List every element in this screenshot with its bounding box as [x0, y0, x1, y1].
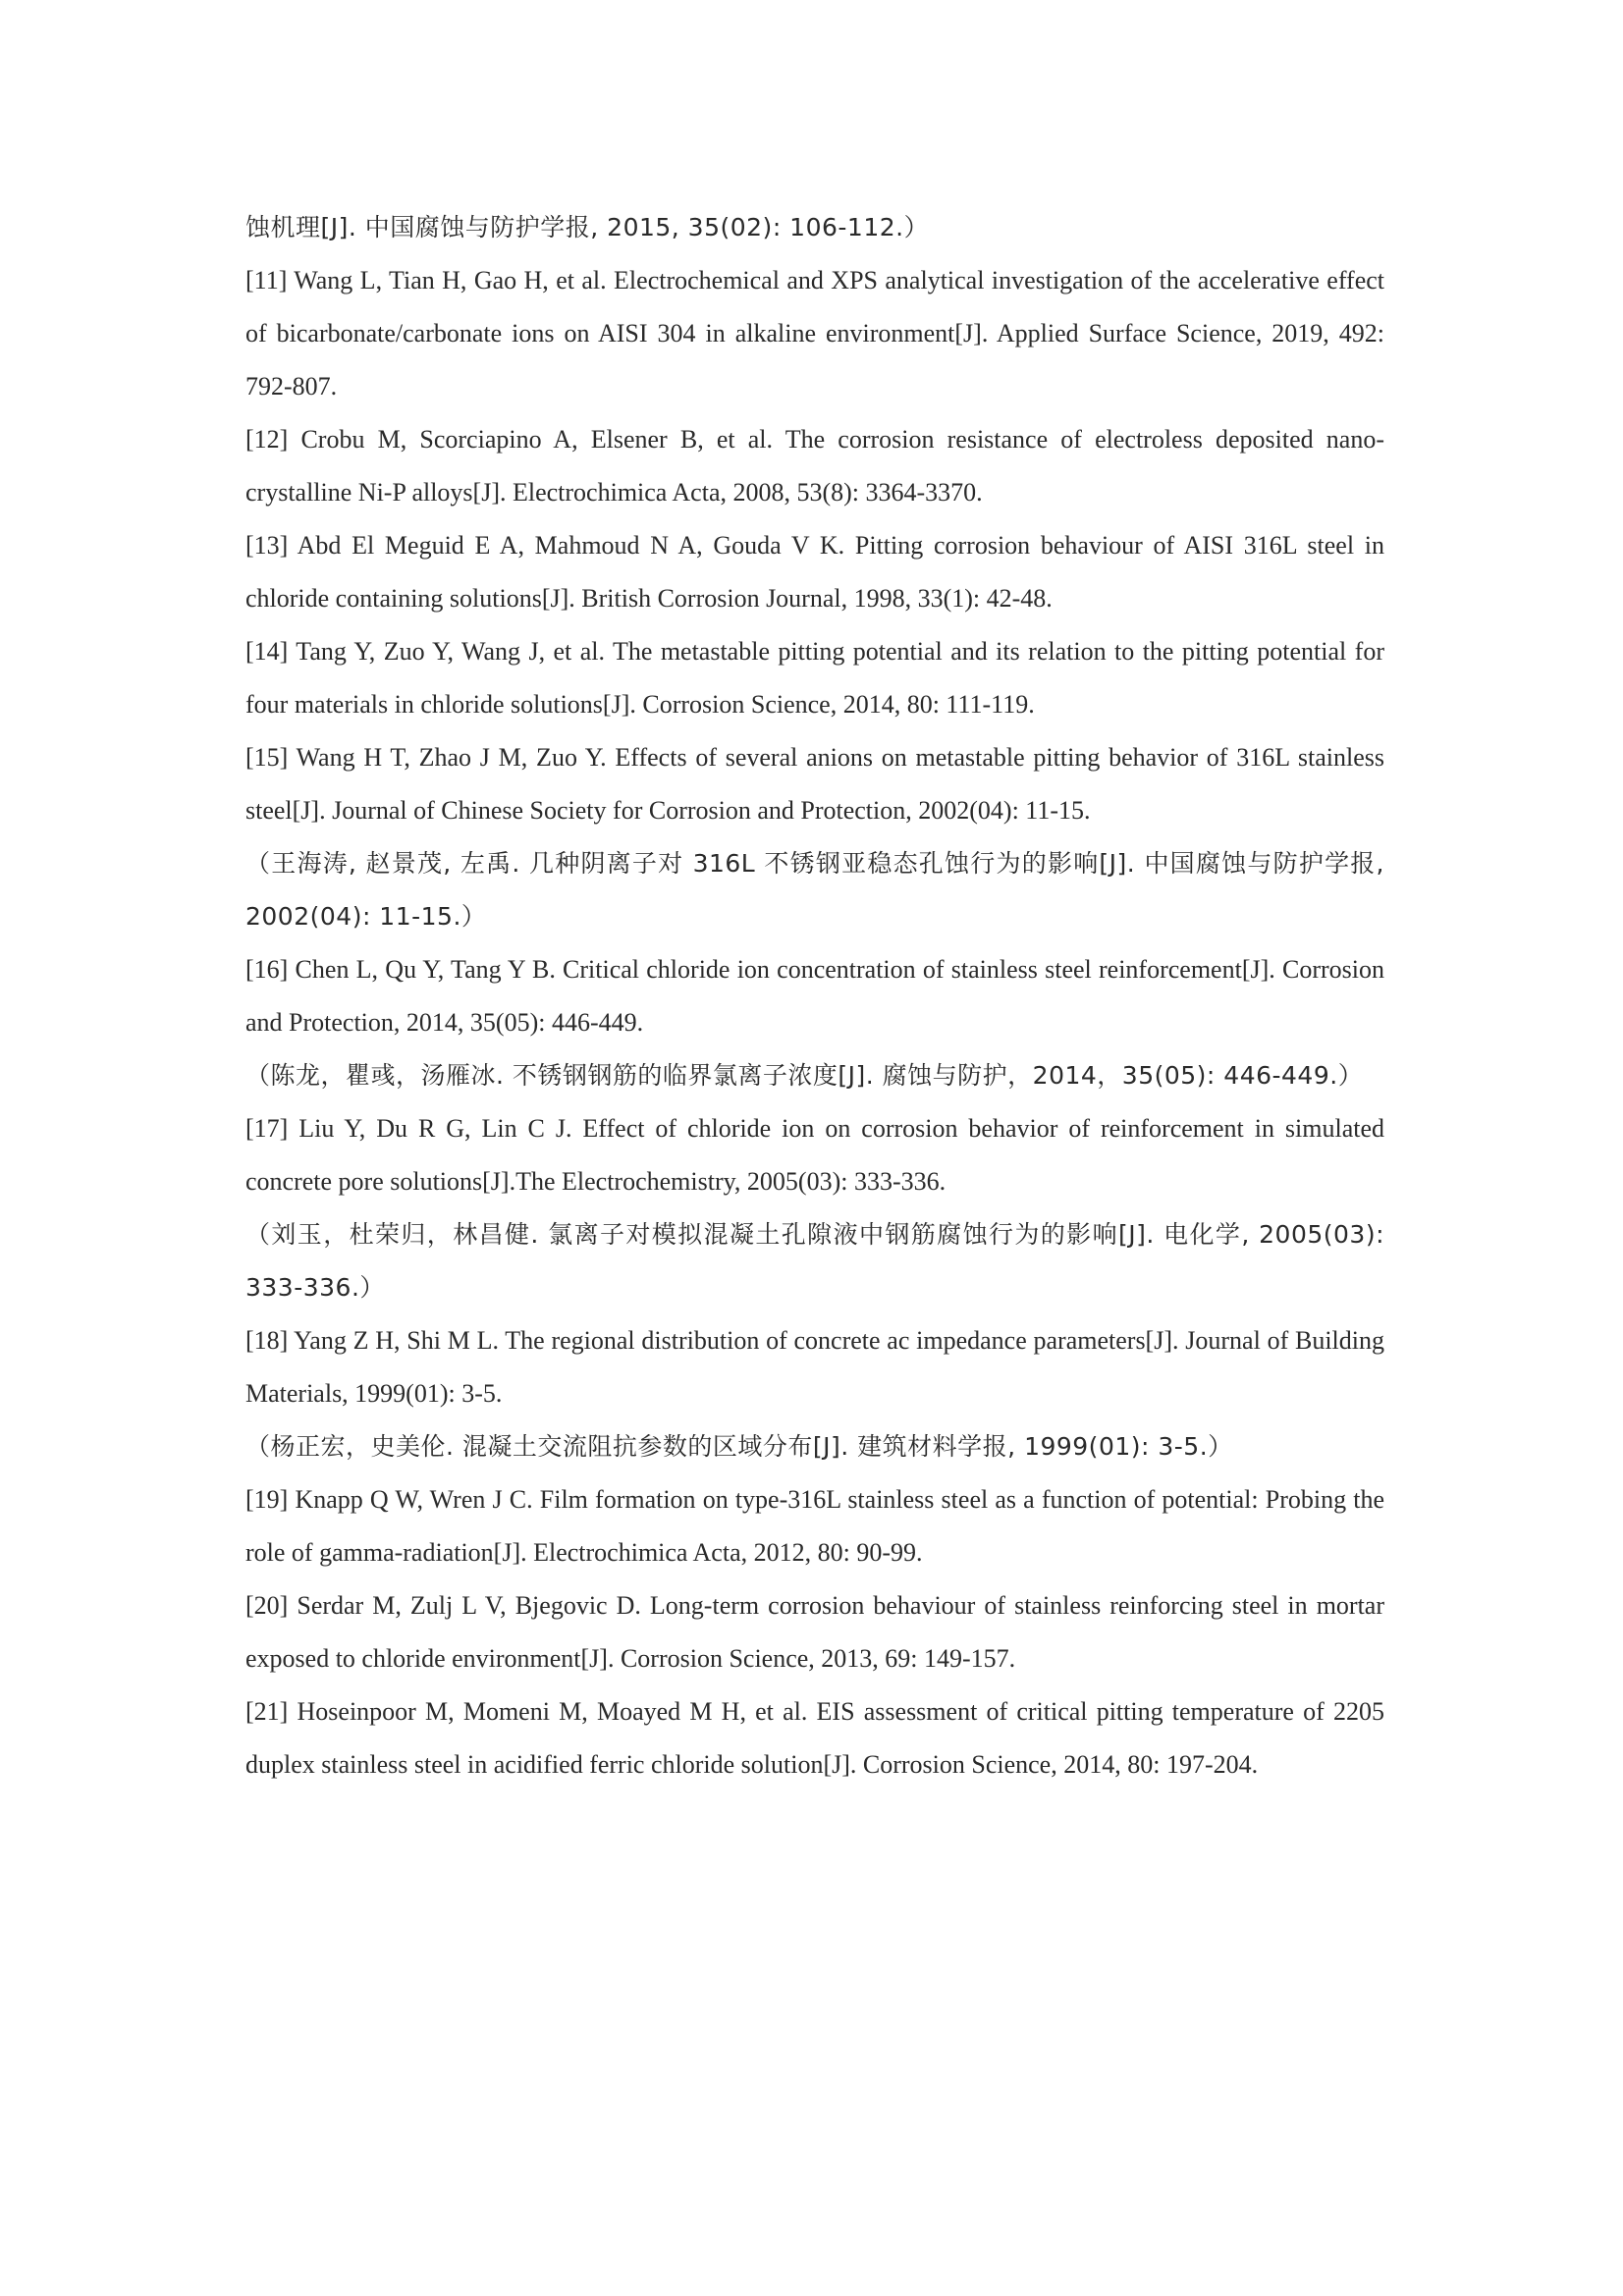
reference-item-20: [20] Serdar M, Zulj L V, Bjegovic D. Long-term corrosion behaviour of stainless reinforcing steel in mortar exposed to chloride environment[J]. Corrosion Science, 2013, 69: 149-157.: [245, 1591, 1384, 1673]
reference-item-18-chinese: （杨正宏，史美伦. 混凝土交流阻抗参数的区域分布[J]. 建筑材料学报, 1999(01): 3-5.）: [245, 1432, 1233, 1461]
reference-item-11: [11] Wang L, Tian H, Gao H, et al. Electrochemical and XPS analytical investigation of the accelerative effect of bicarbonate/carbonate ions on AISI 304 in alkaline environment[J]. Applied Surface Science, 2019, 492: 792-807.: [245, 266, 1384, 400]
reference-item-10-continuation: 蚀机理[J]. 中国腐蚀与防护学报, 2015, 35(02): 106-112.）: [245, 213, 930, 241]
reference-item-12: [12] Crobu M, Scorciapino A, Elsener B, et al. The corrosion resistance of electroless deposited nano-crystalline Ni-P alloys[J]. Electrochimica Acta, 2008, 53(8): 3364-3370.: [245, 425, 1384, 507]
reference-item-16: [16] Chen L, Qu Y, Tang Y B. Critical chloride ion concentration of stainless steel reinforcement[J]. Corrosion and Protection, 2014, 35(05): 446-449.: [245, 955, 1384, 1037]
reference-item-16-chinese: （陈龙，瞿彧，汤雁冰. 不锈钢钢筋的临界氯离子浓度[J]. 腐蚀与防护，2014，35(05): 446-449.）: [245, 1061, 1364, 1090]
reference-item-15-chinese: （王海涛, 赵景茂, 左禹. 几种阴离子对 316L 不锈钢亚稳态孔蚀行为的影响[J]. 中国腐蚀与防护学报, 2002(04): 11-15.）: [245, 849, 1384, 931]
reference-item-21: [21] Hoseinpoor M, Momeni M, Moayed M H, et al. EIS assessment of critical pitting temperature of 2205 duplex stainless steel in acidified ferric chloride solution[J]. Corrosion Science, 2014, 80: 197-204.: [245, 1697, 1384, 1779]
reference-item-19: [19] Knapp Q W, Wren J C. Film formation on type-316L stainless steel as a function of potential: Probing the role of gamma-radiation[J]. Electrochimica Acta, 2012, 80: 90-99.: [245, 1485, 1384, 1567]
reference-item-17-chinese: （刘玉，杜荣归，林昌健. 氯离子对模拟混凝土孔隙液中钢筋腐蚀行为的影响[J]. 电化学, 2005(03): 333-336.）: [245, 1220, 1384, 1302]
reference-item-17: [17] Liu Y, Du R G, Lin C J. Effect of chloride ion on corrosion behavior of reinforcement in simulated concrete pore solutions[J].The Electrochemistry, 2005(03): 333-336.: [245, 1114, 1384, 1196]
reference-item-14: [14] Tang Y, Zuo Y, Wang J, et al. The metastable pitting potential and its relation to the pitting potential for four materials in chloride solutions[J]. Corrosion Science, 2014, 80: 111-119.: [245, 637, 1384, 719]
reference-item-18: [18] Yang Z H, Shi M L. The regional distribution of concrete ac impedance parameters[J]. Journal of Building Materials, 1999(01): 3-5.: [245, 1326, 1384, 1408]
reference-item-13: [13] Abd El Meguid E A, Mahmoud N A, Gouda V K. Pitting corrosion behaviour of AISI 316L steel in chloride containing solutions[J]. British Corrosion Journal, 1998, 33(1): 42-48.: [245, 531, 1384, 613]
reference-list: [245, 201, 1384, 1791]
reference-item-15: [15] Wang H T, Zhao J M, Zuo Y. Effects of several anions on metastable pitting behavior of 316L stainless steel[J]. Journal of Chinese Society for Corrosion and Protection, 2002(04): 11-15.: [245, 743, 1384, 825]
